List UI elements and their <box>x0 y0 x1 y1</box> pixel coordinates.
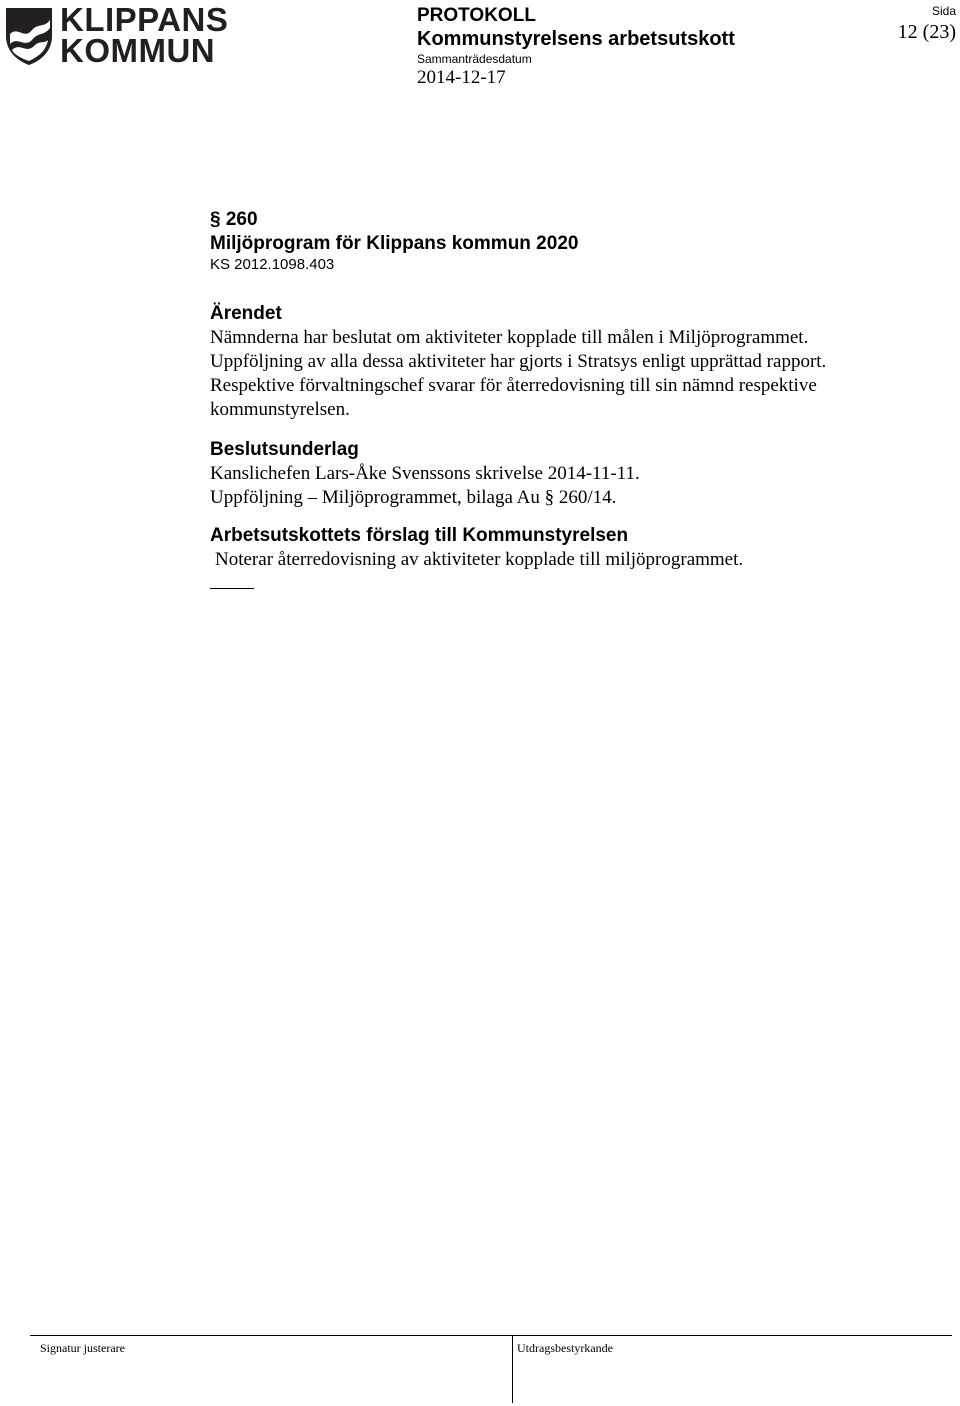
municipality-logo <box>4 1 229 69</box>
klippan-shield-icon <box>4 6 54 66</box>
page-label: Sida <box>931 4 956 18</box>
footer-rule <box>30 1335 952 1336</box>
beslutsunderlag-heading: Beslutsunderlag <box>210 439 359 460</box>
logo-text-kommun: KOMMUN <box>60 32 216 69</box>
beslutsunderlag-body <box>210 462 930 510</box>
end-rule <box>210 578 254 589</box>
meeting-date-label: Sammanträdesdatum <box>417 52 532 66</box>
footer-divider <box>512 1335 513 1403</box>
meeting-date: 2014-12-17 <box>417 67 506 88</box>
proposal-text: Noterar återredovisning av aktiviteter kopplade till miljöprogrammet. <box>215 549 744 570</box>
committee-name: Kommunstyrelsens arbetsutskott <box>417 28 735 50</box>
page-number: 12 (23) <box>897 21 956 43</box>
beslutsunderlag-line: Uppföljning – Miljöprogrammet, bilaga Au § 260/14. <box>210 487 617 508</box>
arendet-line: kommunstyrelsen. <box>210 399 350 420</box>
beslutsunderlag-line: Kanslichefen Lars-Åke Svenssons skrivelse 2014-11-11. <box>210 463 640 484</box>
signature-adjuster-label: Signatur justerare <box>40 1341 125 1355</box>
item-title: Miljöprogram för Klippans kommun 2020 <box>210 233 579 254</box>
arendet-line: Respektive förvaltningschef svarar för återredovisning till sin nämnd respektive <box>210 375 817 396</box>
forslag-heading: Arbetsutskottets förslag till Kommunstyrelsen <box>210 525 629 546</box>
logo-text-klippans: KLIPPANS <box>60 1 229 38</box>
section-number: § 260 <box>210 209 258 230</box>
arendet-body <box>210 326 930 422</box>
arendet-line: Uppföljning av alla dessa aktiviteter har gjorts i Stratsys enligt upprättad rapport. <box>210 351 827 372</box>
arendet-line: Nämnderna har beslutat om aktiviteter kopplade till målen i Miljöprogrammet. <box>210 327 809 348</box>
document-type: PROTOKOLL <box>417 5 536 26</box>
protocol-item <box>210 208 930 589</box>
extract-certification-label: Utdragsbestyrkande <box>517 1341 613 1355</box>
arendet-heading: Ärendet <box>210 303 282 324</box>
case-reference: KS 2012.1098.403 <box>210 256 335 273</box>
